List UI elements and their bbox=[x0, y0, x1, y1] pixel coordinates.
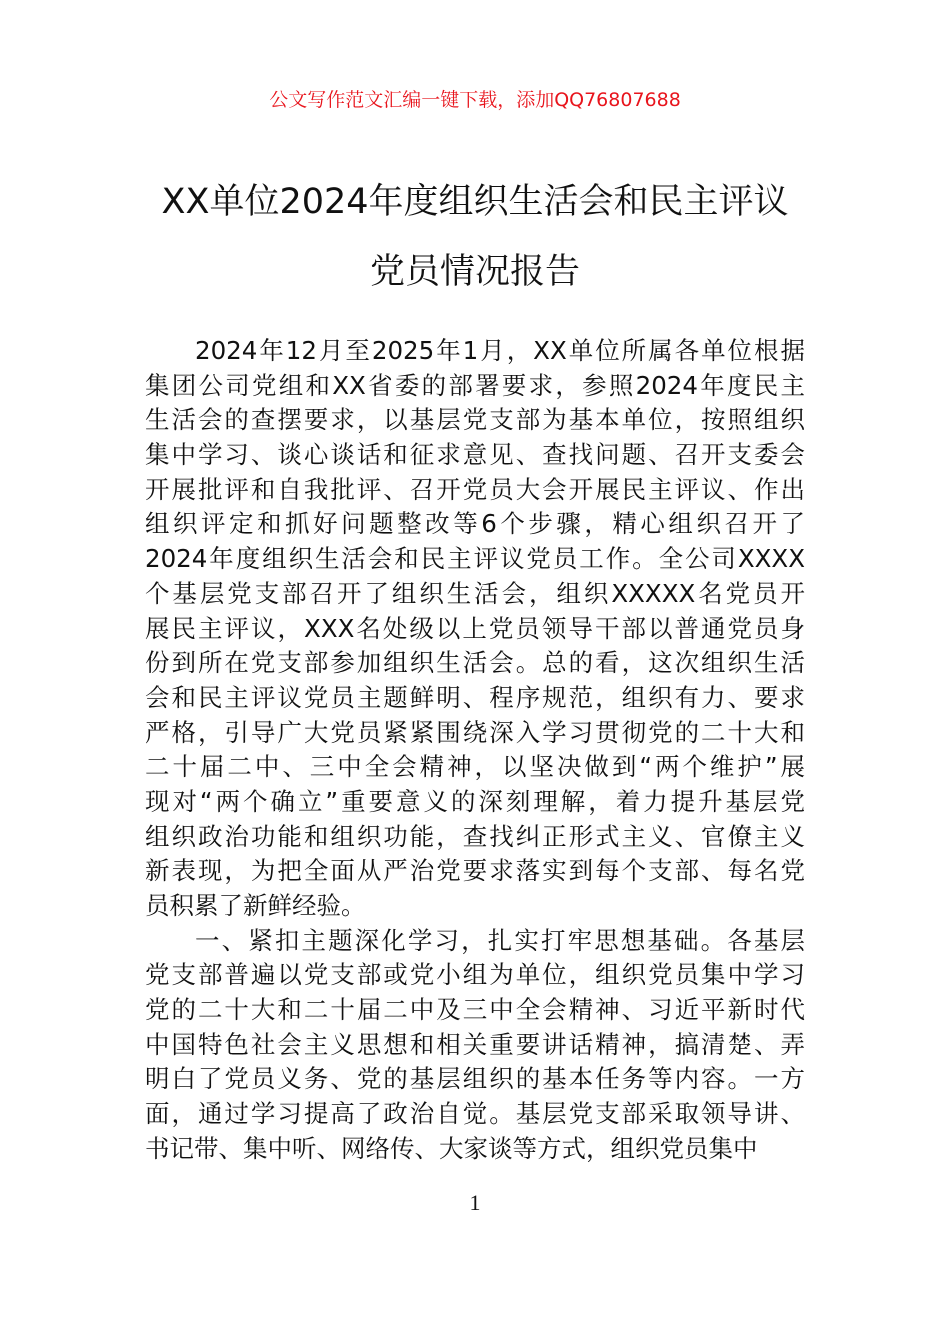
paragraph-line: 会和民主评议党员主题鲜明、程序规范，组织有力、要求 bbox=[145, 682, 805, 712]
paragraph-line: 一、紧扣主题深化学习，扎实打牢思想基础。各基层 bbox=[195, 925, 805, 955]
paragraph-line: 党支部普遍以党支部或党小组为单位，组织党员集中学习 bbox=[145, 960, 805, 990]
paragraph-line: 生活会的查摆要求，以基层党支部为基本单位，按照组织 bbox=[145, 405, 805, 435]
paragraph-line: 面，通过学习提高了政治自觉。基层党支部采取领导讲、 bbox=[145, 1099, 805, 1129]
download-banner: 公文写作范文汇编一键下载，添加QQ76807688 bbox=[269, 89, 681, 111]
paragraph-line: 书记带、集中听、网络传、大家谈等方式，组织党员集中 bbox=[145, 1133, 758, 1163]
paragraph-line: 中国特色社会主义思想和相关重要讲话精神，搞清楚、弄 bbox=[145, 1029, 805, 1059]
document-title-line-2: 党员情况报告 bbox=[369, 252, 580, 292]
paragraph-line: 开展批评和自我批评、召开党员大会开展民主评议、作出 bbox=[145, 474, 805, 504]
paragraph-line: 集团公司党组和XX省委的部署要求，参照2024年度民主 bbox=[145, 370, 805, 400]
paragraph-line: 集中学习、谈心谈话和征求意见、查找问题、召开支委会 bbox=[145, 440, 805, 470]
paragraph-line: 现对“两个确立”重要意义的深刻理解，着力提升基层党 bbox=[145, 786, 805, 816]
paragraph-line: 组织评定和抓好问题整改等6个步骤，精心组织召开了 bbox=[145, 509, 805, 539]
paragraph-line: 新表现，为把全面从严治党要求落实到每个支部、每名党 bbox=[145, 856, 805, 886]
document-title-line-1: XX单位2024年度组织生活会和民主评议 bbox=[161, 182, 789, 222]
paragraph-line: 展民主评议，XXX名处级以上党员领导干部以普通党员身 bbox=[145, 613, 805, 643]
paragraph-line: 严格，引导广大党员紧紧围绕深入学习贯彻党的二十大和 bbox=[145, 717, 805, 747]
paragraph-line: 明白了党员义务、党的基层组织的基本任务等内容。一方 bbox=[145, 1064, 805, 1094]
paragraph-line: 二十届二中、三中全会精神，以坚决做到“两个维护”展 bbox=[145, 752, 805, 782]
paragraph-line: 2024年度组织生活会和民主评议党员工作。全公司XXXX bbox=[145, 544, 805, 574]
page-number: 1 bbox=[469, 1190, 481, 1215]
paragraph-line: 员积累了新鲜经验。 bbox=[145, 891, 366, 920]
paragraph-line: 组织政治功能和组织功能，查找纠正形式主义、官僚主义 bbox=[145, 821, 805, 851]
paragraph bbox=[145, 924, 805, 1167]
document-body bbox=[145, 334, 805, 1167]
paragraph bbox=[145, 334, 805, 924]
paragraph-line: 2024年12月至2025年1月，XX单位所属各单位根据 bbox=[195, 336, 805, 365]
paragraph-line: 份到所在党支部参加组织生活会。总的看，这次组织生活 bbox=[145, 648, 805, 678]
paragraph-line: 个基层党支部召开了组织生活会，组织XXXXX名党员开 bbox=[145, 578, 805, 608]
paragraph-line: 党的二十大和二十届二中及三中全会精神、习近平新时代 bbox=[145, 995, 805, 1025]
